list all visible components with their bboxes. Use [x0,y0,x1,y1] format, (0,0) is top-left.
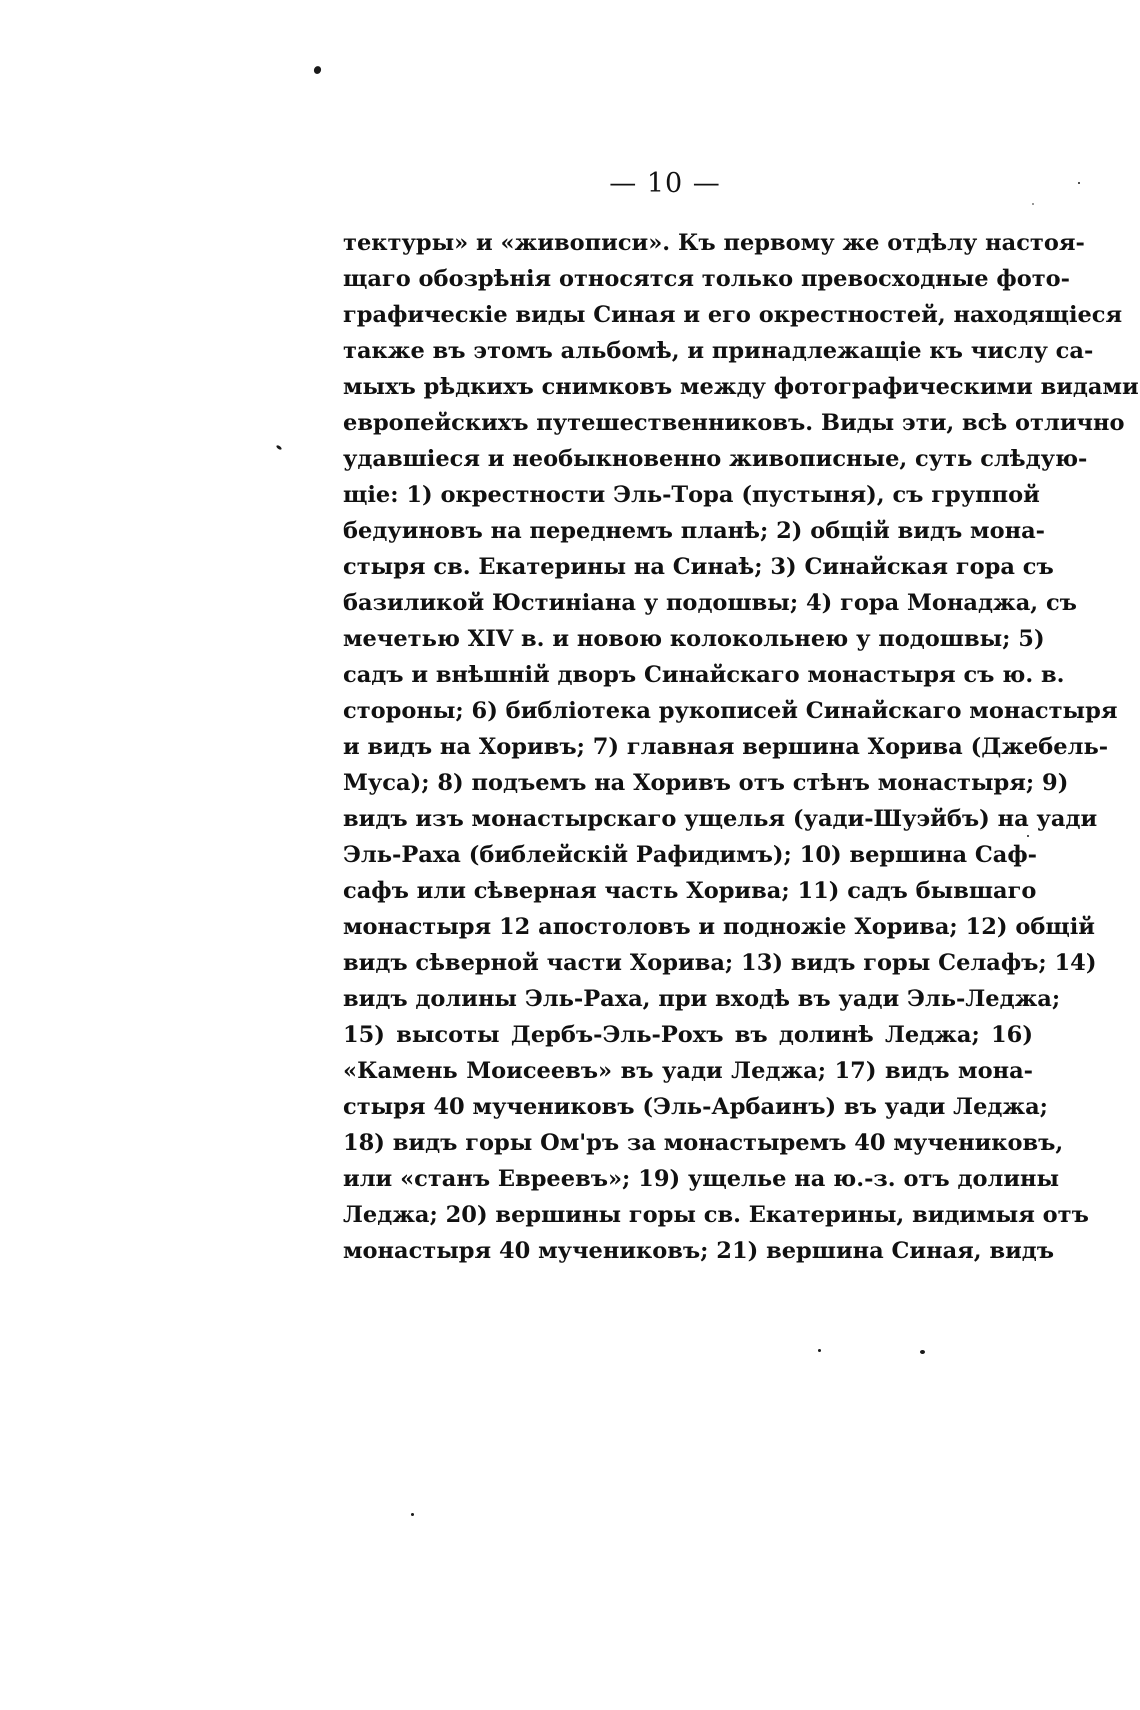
ink-speck [1027,835,1029,837]
text-line: европейскихъ путешественниковъ. Виды эти, всѣ отлично [343,410,1125,436]
text-line: видъ изъ монастырскаго ущелья (уади-Шуэйбъ) на уади [343,806,1098,832]
text-line: «Камень Моисеевъ» въ уади Леджа; 17) видъ мона- [343,1058,1033,1084]
text-line: монастыря 40 мучениковъ; 21) вершина Синая, видъ [343,1238,1055,1264]
text-line: Эль-Раха (библейскій Рафидимъ); 10) вершина Саф- [343,842,1038,868]
ink-speck [276,445,283,451]
text-line: тектуры» и «живописи». Къ первому же отдѣлу настоя- [343,230,1085,256]
text-line: стыря св. Екатерины на Синаѣ; 3) Синайская гора съ [343,554,1054,580]
ink-speck [411,1513,414,1516]
text-line: стыря 40 мучениковъ (Эль-Арбаинъ) въ уади Леджа; [343,1094,1048,1120]
text-line: видъ долины Эль-Раха, при входѣ въ уади Эль-Леджа; [343,986,1061,1012]
text-line: удавшіеся и необыкновенно живописные, суть слѣдую- [343,446,1088,472]
text-line: мечетью XIV в. и новою колокольнею у подошвы; 5) [343,626,1045,652]
text-line: монастыря 12 апостоловъ и подножіе Хорива; 12) общій [343,914,1095,940]
ink-speck [818,1349,821,1352]
text-line: сафъ или сѣверная часть Хорива; 11) садъ бывшаго [343,878,1037,904]
text-line: щаго обозрѣнія относятся только превосходные фото- [343,266,1071,292]
text-line: или «станъ Евреевъ»; 19) ущелье на ю.-з. отъ долины [343,1166,1060,1192]
text-line: 18) видъ горы Ом'ръ за монастыремъ 40 мучениковъ, [343,1130,1064,1156]
text-line: Леджа; 20) вершины горы св. Екатерины, видимыя отъ [343,1202,1089,1228]
ink-speck [920,1350,925,1354]
ink-speck [1032,203,1034,205]
ink-speck [313,65,323,75]
text-line: бедуиновъ на переднемъ планѣ; 2) общій видъ мона- [343,518,1045,544]
text-line: видъ сѣверной части Хорива; 13) видъ горы Селафъ; 14) [343,950,1097,976]
text-line: мыхъ рѣдкихъ снимковъ между фотографическими видами [343,374,1139,400]
text-line: садъ и внѣшній дворъ Синайскаго монастыря съ ю. в. [343,662,1065,688]
text-line: также въ этомъ альбомѣ, и принадлежащіе къ числу са- [343,338,1094,364]
ink-speck [1078,182,1080,184]
page-number: — 10 — [609,168,721,199]
body-text [343,225,1139,1269]
text-line: стороны; 6) библіотека рукописей Синайскаго монастыря [343,698,1118,724]
text-line: щіе: 1) окрестности Эль-Тора (пустыня), съ группой [343,482,1040,508]
text-line: графическіе виды Синая и его окрестностей, находящіеся [343,302,1123,328]
text-line: Муса); 8) подъемъ на Хоривъ отъ стѣнъ монастыря; 9) [343,770,1069,796]
text-line: и видъ на Хоривъ; 7) главная вершина Хорива (Джебель- [343,734,1109,760]
text-line: 15) высоты Дербъ-Эль-Рохъ въ долинѣ Леджа; 16) [343,1022,1033,1048]
text-line: базиликой Юстиніана у подошвы; 4) гора Монаджа, съ [343,590,1077,616]
